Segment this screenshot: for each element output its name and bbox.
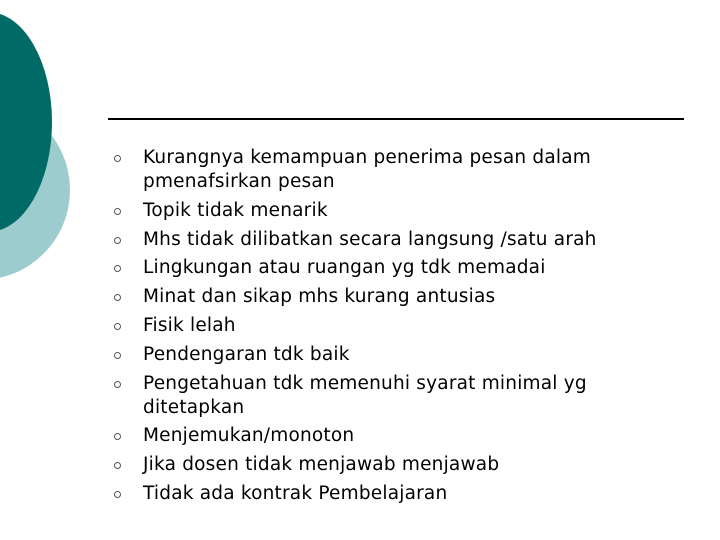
list-item [112, 424, 692, 448]
hollow-circle-icon [114, 381, 121, 388]
title-divider-line [108, 118, 684, 120]
list-item [112, 285, 692, 309]
list-item [112, 343, 692, 367]
list-item [112, 146, 692, 194]
list-item [112, 256, 692, 280]
list-item [112, 482, 692, 506]
list-item-text: Lingkungan atau ruangan yg tdk memadai [143, 257, 546, 279]
hollow-circle-icon [114, 208, 121, 215]
list-item-text: Tidak ada kontrak Pembelajaran [143, 482, 448, 504]
hollow-circle-icon [114, 237, 121, 244]
list-item-text: Mhs tidak dilibatkan secara langsung /satu arah [143, 228, 597, 250]
list-item-text: Minat dan sikap mhs kurang antusias [143, 286, 496, 308]
list-item-text: Pengetahuan tdk memenuhi syarat minimal yg ditetapkan [143, 372, 587, 418]
hollow-circle-icon [114, 265, 121, 272]
list-item-text: Kurangnya kemampuan penerima pesan dalam pmenafsirkan pesan [143, 147, 591, 192]
list-item [112, 372, 692, 420]
hollow-circle-icon [114, 491, 121, 498]
list-item-text: Jika dosen tidak menjawab menjawab [143, 454, 500, 476]
hollow-circle-icon [114, 323, 121, 330]
hollow-circle-icon [114, 433, 121, 440]
list-item-text: Pendengaran tdk baik [143, 343, 350, 365]
hollow-circle-icon [114, 352, 121, 359]
hollow-circle-icon [114, 462, 121, 469]
bullet-list [112, 146, 692, 511]
hollow-circle-icon [114, 155, 121, 162]
list-item [112, 199, 692, 223]
list-item-text: Fisik lelah [143, 314, 236, 336]
list-item [112, 453, 692, 477]
list-item [112, 314, 692, 338]
hollow-circle-icon [114, 294, 121, 301]
list-item [112, 228, 692, 252]
list-item-text: Topik tidak menarik [143, 199, 328, 221]
list-item-text: Menjemukan/monoton [143, 425, 355, 447]
